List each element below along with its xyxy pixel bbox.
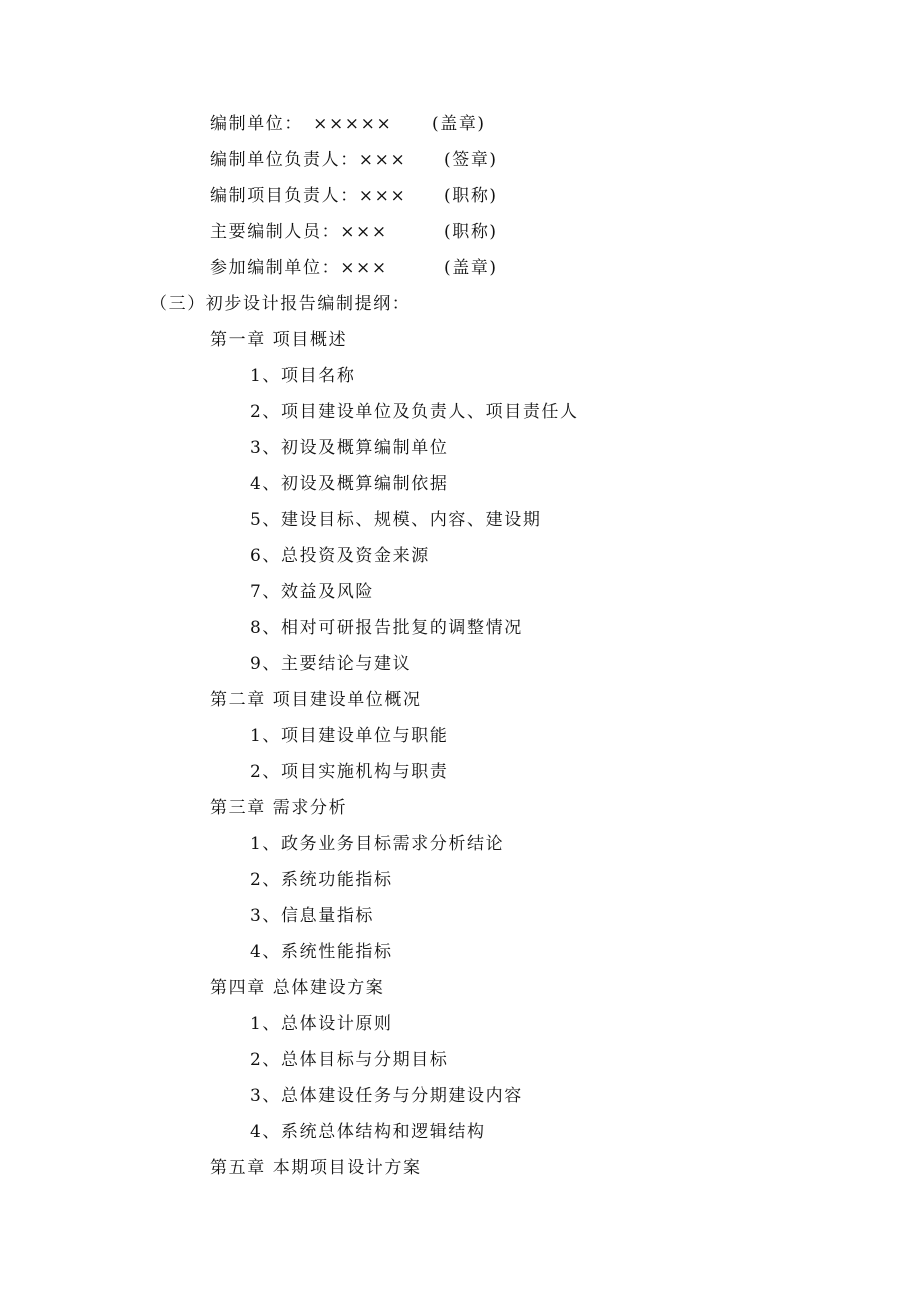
outline-item: 5、建设目标、规模、内容、建设期 bbox=[250, 510, 542, 530]
outline-item: 1、总体设计原则 bbox=[250, 1014, 393, 1034]
outline-item: 2、项目建设单位及负责人、项目责任人 bbox=[250, 402, 579, 422]
outline-item: 4、系统性能指标 bbox=[250, 942, 393, 962]
signature-label: 主要编制人员：××× bbox=[210, 222, 388, 242]
chapter-title: 第四章 总体建设方案 bbox=[210, 978, 385, 998]
outline-item: 2、项目实施机构与职责 bbox=[250, 762, 449, 782]
chapter-title: 第二章 项目建设单位概况 bbox=[210, 690, 422, 710]
outline-item: 3、初设及概算编制单位 bbox=[250, 438, 449, 458]
signature-label: 编制项目负责人：××× bbox=[210, 186, 407, 206]
signature-mark: (签章) bbox=[444, 150, 498, 170]
outline-item: 3、信息量指标 bbox=[250, 906, 375, 926]
chapter-title: 第一章 项目概述 bbox=[210, 330, 348, 350]
section-title: （三）初步设计报告编制提纲： bbox=[150, 294, 411, 314]
signature-mark: (盖章) bbox=[432, 114, 486, 134]
signature-mark: (职称) bbox=[444, 186, 498, 206]
signature-mark: (盖章) bbox=[444, 258, 498, 278]
outline-item: 2、总体目标与分期目标 bbox=[250, 1050, 449, 1070]
signature-label: 编制单位负责人：××× bbox=[210, 150, 407, 170]
outline-item: 8、相对可研报告批复的调整情况 bbox=[250, 618, 523, 638]
outline-item: 2、系统功能指标 bbox=[250, 870, 393, 890]
outline-item: 1、项目建设单位与职能 bbox=[250, 726, 449, 746]
signature-mark: (职称) bbox=[444, 222, 498, 242]
outline-item: 6、总投资及资金来源 bbox=[250, 546, 430, 566]
outline-item: 3、总体建设任务与分期建设内容 bbox=[250, 1086, 523, 1106]
outline-item: 4、初设及概算编制依据 bbox=[250, 474, 449, 494]
chapter-title: 第三章 需求分析 bbox=[210, 798, 348, 818]
chapter-title: 第五章 本期项目设计方案 bbox=[210, 1158, 422, 1178]
signature-label: 参加编制单位：××× bbox=[210, 258, 388, 278]
outline-item: 7、效益及风险 bbox=[250, 582, 375, 602]
outline-item: 4、系统总体结构和逻辑结构 bbox=[250, 1122, 486, 1142]
outline-item: 1、政务业务目标需求分析结论 bbox=[250, 834, 505, 854]
signature-label: 编制单位： ××××× bbox=[210, 114, 393, 134]
outline-item: 1、项目名称 bbox=[250, 366, 356, 386]
outline-item: 9、主要结论与建议 bbox=[250, 654, 412, 674]
